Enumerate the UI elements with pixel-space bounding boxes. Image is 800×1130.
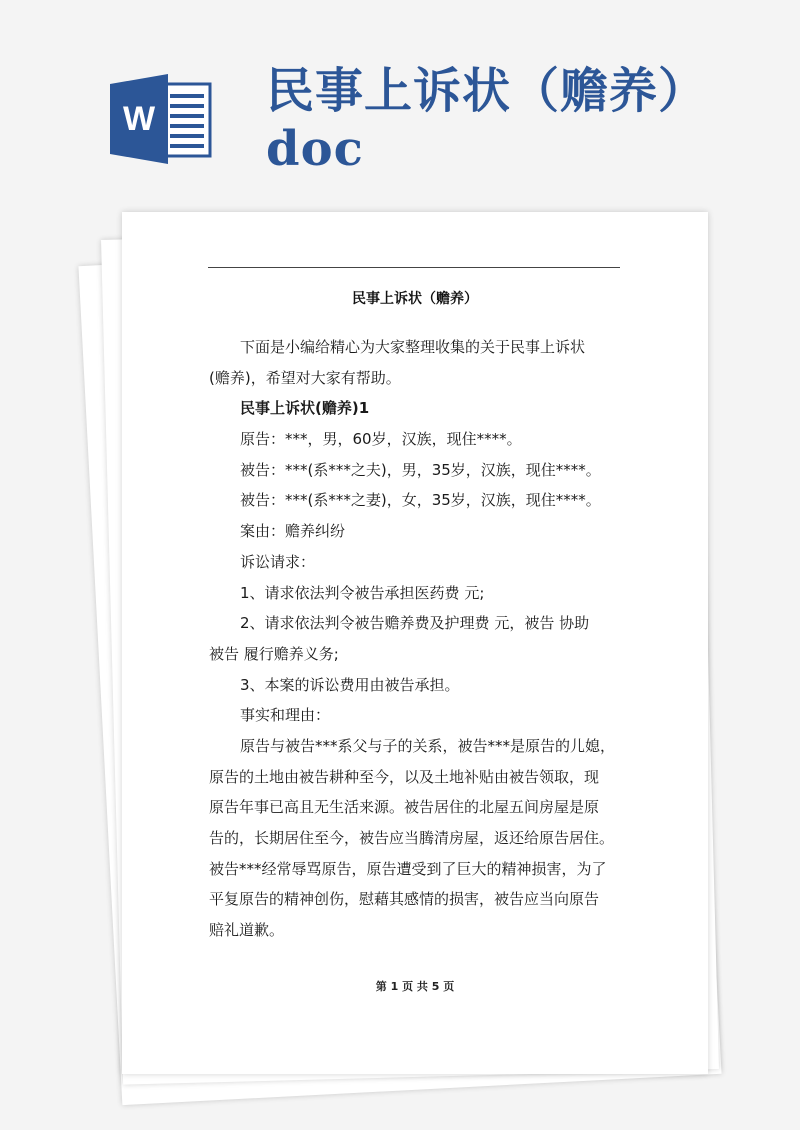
document-file-title: 民事上诉状（赡养）doc xyxy=(266,63,708,177)
document-heading: 民事上诉状（赡养） xyxy=(352,291,478,307)
document-body xyxy=(209,332,639,946)
header-rule xyxy=(208,267,620,268)
document-page xyxy=(122,212,708,1074)
text-line: 1、请求依法判令被告承担医药费 元; xyxy=(240,583,485,602)
text-line: 原告年事已高且无生活来源。被告居住的北屋五间房屋是原 xyxy=(209,798,600,817)
text-line: 2、请求依法判令被告赡养费及护理费 元，被告 协助 xyxy=(240,614,590,633)
text-line: 赔礼道歉。 xyxy=(209,921,285,940)
text-line: 下面是小编给精心为大家整理收集的关于民事上诉状 xyxy=(240,338,586,356)
text-line: 民事上诉状(赡养)1 xyxy=(240,399,370,418)
text-line: (赡养)，希望对大家有帮助。 xyxy=(209,368,401,387)
text-line: 案由：赡养纠纷 xyxy=(240,522,346,541)
text-line: 原告的土地由被告耕种至今，以及土地补贴由被告领取，现 xyxy=(209,767,600,786)
text-line: 被告：***(系***之妻)，女，35岁，汉族，现住****。 xyxy=(240,491,601,510)
text-line: 被告：***(系***之夫)，男，35岁，汉族，现住****。 xyxy=(240,460,601,479)
page-number: 第 1 页 共 5 页 xyxy=(375,980,455,993)
text-line: 被告 履行赡养义务; xyxy=(209,644,339,663)
text-line: 原告与被告***系父与子的关系，被告***是原告的儿媳， xyxy=(240,736,616,755)
text-line: 事实和理由： xyxy=(240,706,331,725)
text-line: 诉讼请求： xyxy=(240,552,316,571)
svg-text:W: W xyxy=(122,100,156,138)
text-line: 被告***经常辱骂原告，原告遭受到了巨大的精神损害，为了 xyxy=(209,859,607,878)
text-line: 告的，长期居住至今，被告应当腾清房屋，返还给原告居住。 xyxy=(209,829,615,847)
word-icon xyxy=(110,74,214,164)
text-line: 3、本案的诉讼费用由被告承担。 xyxy=(240,675,460,694)
text-line: 原告：***，男，60岁，汉族，现住****。 xyxy=(240,430,522,449)
text-line: 平复原告的精神创伤，慰藉其感情的损害，被告应当向原告 xyxy=(209,890,600,909)
